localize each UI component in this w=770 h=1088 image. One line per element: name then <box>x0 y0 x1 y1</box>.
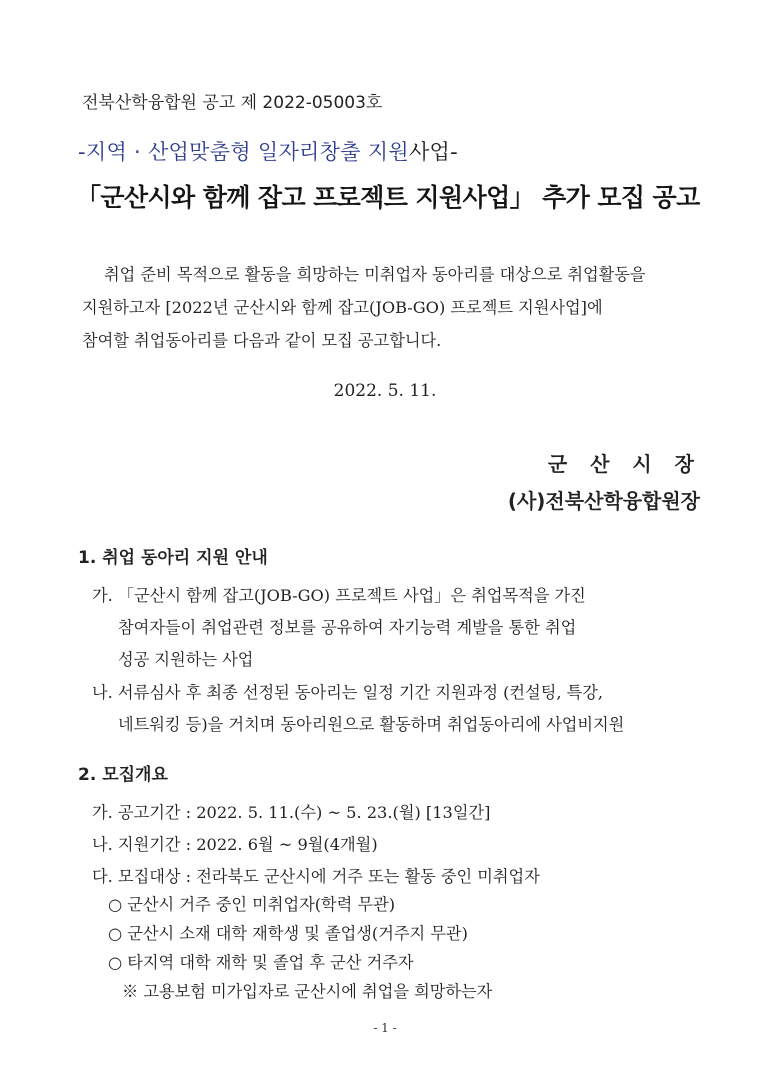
section-2-heading: 2. 모집개요 <box>78 765 168 785</box>
section-1-item-ga-line-3: 성공 지원하는 사업 <box>118 650 254 669</box>
section-1-item-na-line-2: 네트워킹 등)을 거치며 동아리원으로 활동하며 취업동아리에 사업비지원 <box>118 715 625 734</box>
eligibility-note: ※ 고용보험 미가입자로 군산시에 취업을 희망하는자 <box>122 982 493 1001</box>
section-2-item-na: 나. 지원기간 : 2022. 6월 ~ 9월(4개월) <box>92 835 378 854</box>
intro-line-1: 취업 준비 목적으로 활동을 희망하는 미취업자 동아리를 대상으로 취업활동을 <box>104 265 646 284</box>
eligibility-bullet: ○ 군산시 거주 중인 미취업자(학력 무관) <box>108 895 396 914</box>
section-1-item-na-line-1: 나. 서류심사 후 최종 선정된 동아리는 일정 기간 지원과정 (컨설팅, 특강, <box>92 683 604 702</box>
page-title: 「군산시와 함께 잡고 프로젝트 지원사업」 추가 모집 공고 <box>76 183 700 212</box>
signature-mayor: 군 산 시 장 <box>547 452 702 476</box>
intro-line-2: 지원하고자 [2022년 군산시와 함께 잡고(JOB-GO) 프로젝트 지원사업]에 <box>82 298 603 317</box>
notice-number: 전북산학융합원 공고 제 2022-05003호 <box>82 93 383 113</box>
section-1-heading: 1. 취업 동아리 지원 안내 <box>78 548 268 568</box>
section-2-item-ga: 가. 공고기간 : 2022. 5. 11.(수) ~ 5. 23.(월) [13일간] <box>92 803 491 822</box>
section-2-item-da: 다. 모집대상 : 전라북도 군산시에 거주 또는 활동 중인 미취업자 <box>92 867 540 886</box>
intro-line-3: 참여할 취업동아리를 다음과 같이 모집 공고합니다. <box>82 331 442 350</box>
eligibility-bullet: ○ 군산시 소재 대학 재학생 및 졸업생(거주지 무관) <box>108 924 468 943</box>
intro-paragraph <box>82 258 704 357</box>
subtitle-program: -지역 · 산업맞춤형 일자리창출 지원 <box>78 140 409 164</box>
signature-organization: (사)전북산학융합원장 <box>507 489 700 513</box>
subtitle-suffix: 사업- <box>408 140 459 164</box>
page-number: - 1 - <box>373 1021 397 1035</box>
eligibility-bullet: ○ 타지역 대학 재학 및 졸업 후 군산 거주자 <box>108 953 414 972</box>
section-1-item-ga-line-2: 참여자들이 취업관련 정보를 공유하여 자기능력 계발을 통한 취업 <box>118 618 577 637</box>
subtitle <box>78 136 458 166</box>
notice-date: 2022. 5. 11. <box>333 381 437 401</box>
section-1-item-ga-line-1: 가. 「군산시 함께 잡고(JOB-GO) 프로젝트 사업」은 취업목적을 가진 <box>92 586 586 605</box>
